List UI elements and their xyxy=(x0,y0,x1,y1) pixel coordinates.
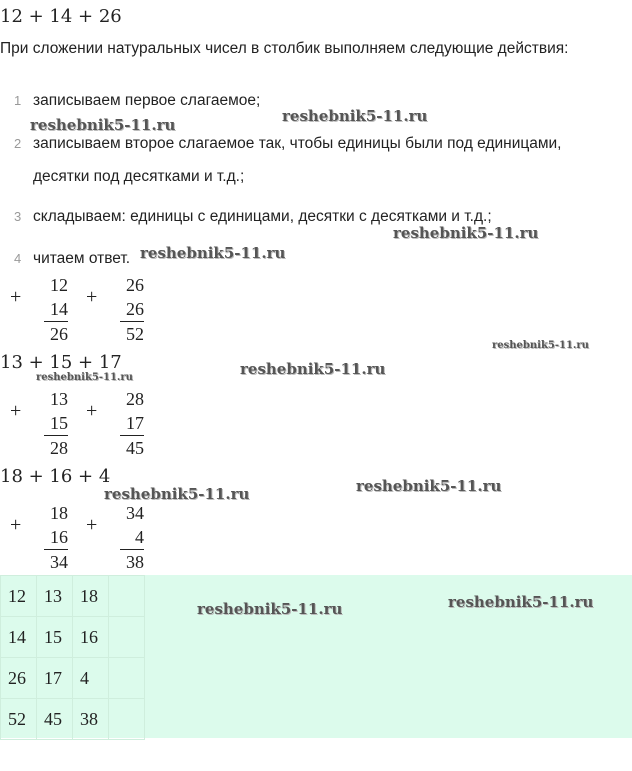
table-cell: 52 xyxy=(1,699,37,740)
table-cell-empty xyxy=(109,576,145,617)
table-cell-empty xyxy=(109,617,145,658)
watermark: reshebnik5-11.ru xyxy=(104,485,250,503)
number: 28 xyxy=(126,389,144,409)
intro-text: При сложении натуральных чисел в столбик выполняем следующие действия: xyxy=(0,40,569,57)
step-text: записываем второе слагаемое так, чтобы единицы были под единицами, xyxy=(33,135,562,152)
number: 45 xyxy=(120,435,144,460)
step-text: записываем первое слагаемое; xyxy=(33,92,261,109)
watermark: reshebnik5-11.ru xyxy=(240,360,386,378)
number: 52 xyxy=(120,321,144,346)
table-cell: 17 xyxy=(37,658,73,699)
number: 18 xyxy=(50,503,68,523)
step-4 xyxy=(14,250,130,268)
number: 12 xyxy=(50,275,68,295)
table-cell: 18 xyxy=(73,576,109,617)
step-number: 4 xyxy=(14,251,22,266)
step-text: читаем ответ. xyxy=(33,250,131,267)
column-sum-2b xyxy=(120,387,144,460)
watermark: reshebnik5-11.ru xyxy=(356,477,502,495)
watermark: reshebnik5-11.ru xyxy=(393,224,539,242)
watermark: reshebnik5-11.ru xyxy=(30,116,176,134)
expression-1: 12 + 14 + 26 xyxy=(0,6,122,27)
watermark: reshebnik5-11.ru xyxy=(36,372,133,383)
watermark: reshebnik5-11.ru xyxy=(140,244,286,262)
table-row xyxy=(1,699,145,740)
table-row xyxy=(1,617,145,658)
step-number: 1 xyxy=(14,93,22,108)
number: 34 xyxy=(126,503,144,523)
number: 28 xyxy=(44,435,68,460)
plus-sign: + xyxy=(10,400,22,422)
number: 15 xyxy=(50,413,68,433)
step-number: 3 xyxy=(14,209,22,224)
table-cell: 26 xyxy=(1,658,37,699)
table-cell-empty xyxy=(109,658,145,699)
number: 34 xyxy=(44,549,68,574)
plus-sign: + xyxy=(10,514,22,536)
table-cell: 15 xyxy=(37,617,73,658)
plus-sign: + xyxy=(86,514,98,536)
watermark: reshebnik5-11.ru xyxy=(448,593,594,611)
number: 26 xyxy=(126,275,144,295)
table-row xyxy=(1,658,145,699)
number: 13 xyxy=(50,389,68,409)
number: 26 xyxy=(44,321,68,346)
number: 16 xyxy=(50,527,68,547)
table-cell: 4 xyxy=(73,658,109,699)
number: 14 xyxy=(50,299,68,319)
step-text: складываем: единицы с единицами, десятки с десятками и т.д.; xyxy=(33,208,492,225)
table-cell-empty xyxy=(109,699,145,740)
watermark: reshebnik5-11.ru xyxy=(197,600,343,618)
expression-3: 18 + 16 + 4 xyxy=(0,466,111,487)
number: 38 xyxy=(120,549,144,574)
column-sum-1b xyxy=(120,273,144,346)
step-text-cont: десятки под десятками и т.д.; xyxy=(33,168,245,185)
step-1 xyxy=(14,92,260,110)
expression-2: 13 + 15 + 17 xyxy=(0,352,122,373)
step-number: 2 xyxy=(14,136,22,151)
plus-sign: + xyxy=(10,286,22,308)
table-row xyxy=(1,576,145,617)
number: 4 xyxy=(135,527,144,547)
plus-sign: + xyxy=(86,400,98,422)
table-cell: 45 xyxy=(37,699,73,740)
table-cell: 16 xyxy=(73,617,109,658)
number: 17 xyxy=(126,413,144,433)
column-sum-1a xyxy=(44,273,68,346)
column-sum-3a xyxy=(44,501,68,574)
watermark: reshebnik5-11.ru xyxy=(282,107,428,125)
table-cell: 12 xyxy=(1,576,37,617)
number: 26 xyxy=(126,299,144,319)
column-sum-3b xyxy=(120,501,144,574)
column-sum-2a xyxy=(44,387,68,460)
plus-sign: + xyxy=(86,286,98,308)
table-cell: 14 xyxy=(1,617,37,658)
table-cell: 13 xyxy=(37,576,73,617)
step-2 xyxy=(14,135,562,185)
watermark: reshebnik5-11.ru xyxy=(492,340,589,351)
table-cell: 38 xyxy=(73,699,109,740)
